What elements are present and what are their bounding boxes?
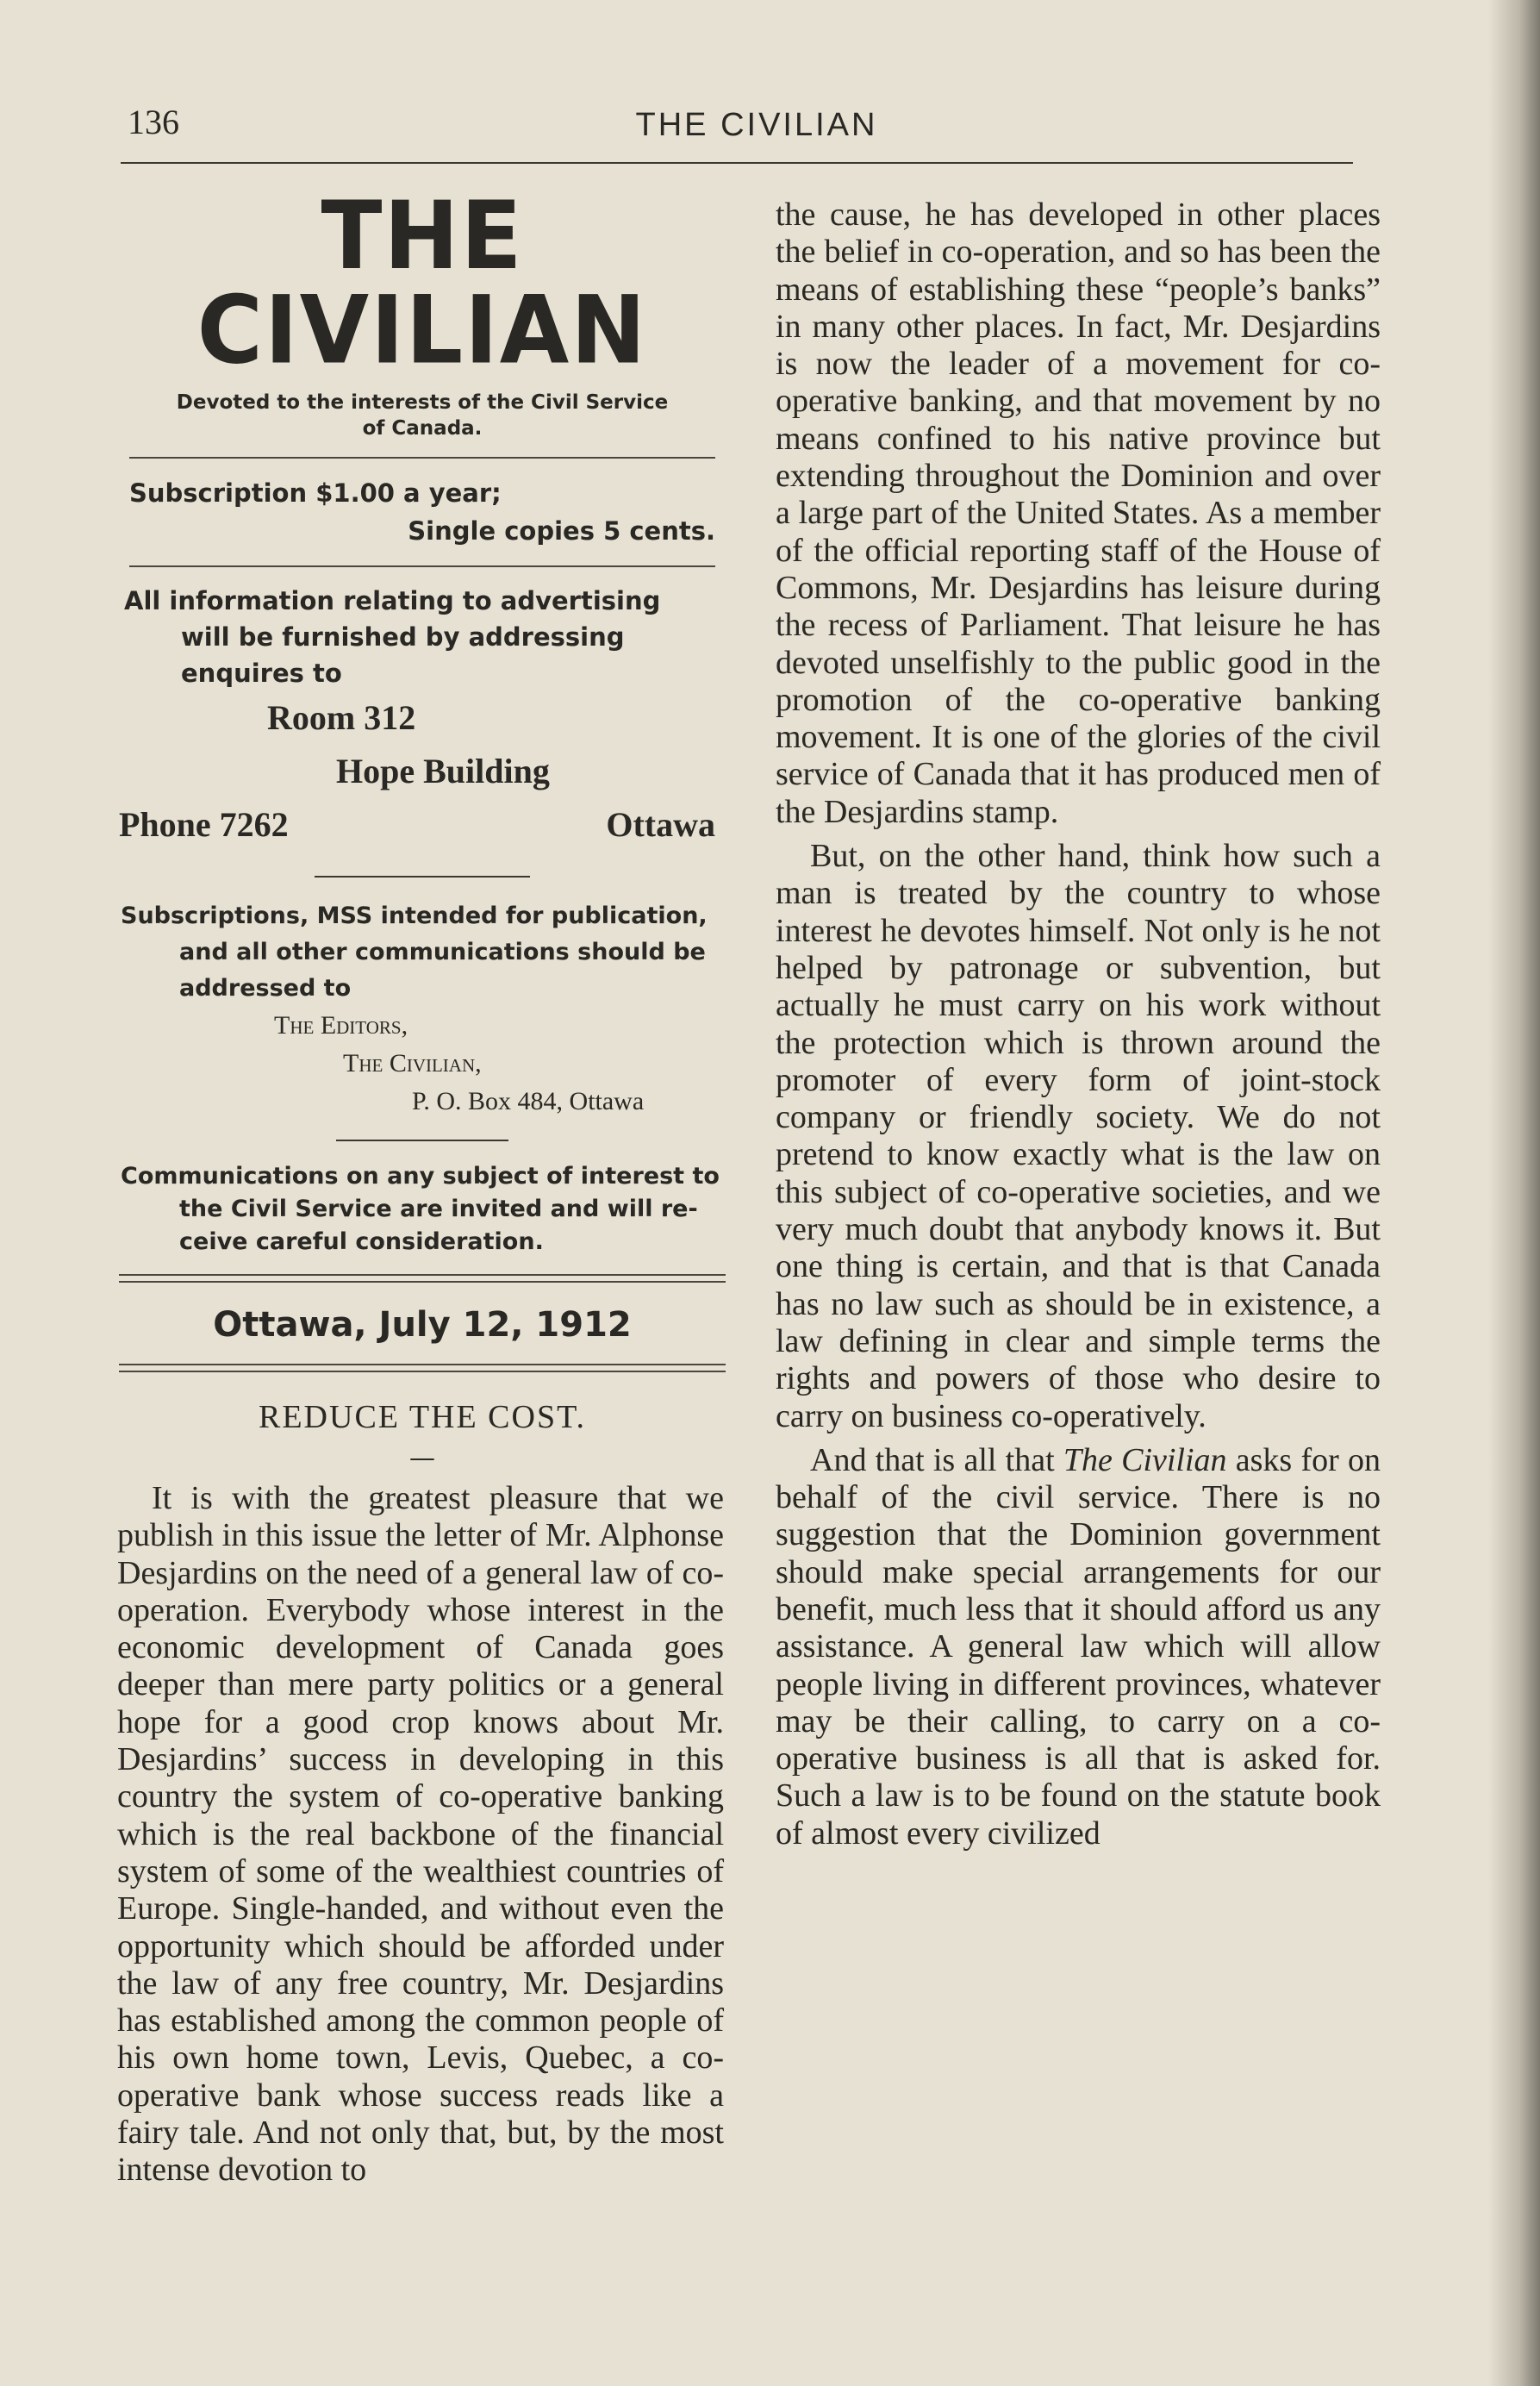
right-column <box>776 197 1381 1859</box>
running-title: THE CIVILIAN <box>635 107 878 143</box>
running-head <box>128 102 1369 153</box>
page-number: 136 <box>128 103 179 141</box>
subscription-info: Subscription $1.00 a year; Single copies 5 cents. <box>129 478 715 546</box>
office-address: Room 312 Hope Building Phone 7262 Ottawa <box>112 691 733 852</box>
title-dash: — <box>409 1443 435 1473</box>
page-edge-shadow <box>1488 0 1540 2386</box>
header-rule <box>121 162 1353 164</box>
advertising-info: All information relating to advertising will be furnished by addressing enquires to <box>124 586 661 688</box>
divider <box>315 876 530 878</box>
double-divider <box>119 1274 726 1283</box>
masthead-title: THE CIVILIAN <box>196 180 648 385</box>
divider <box>336 1140 508 1141</box>
publication-name: The Civilian <box>1063 1441 1227 1478</box>
editors-address: The Editors, The Civilian, P. O. Box 484, Ottawa <box>274 1011 645 1115</box>
divider <box>129 457 715 459</box>
dateline: Ottawa, July 12, 1912 <box>213 1305 632 1345</box>
double-divider <box>119 1364 726 1372</box>
city: Ottawa <box>606 805 715 844</box>
submissions-info: Subscriptions, MSS intended for publication, and all other communications should be addressed to <box>121 903 708 1002</box>
article-paragraph: But, on the other hand, think how such a man is treated by the country to whose interest he devotes himself. Not only is he not helped by patronage or subvention, but actually he must carry on his work without the protection which is thrown around the promoter of every form of joint-stock company or friendly society. We do not pretend to know exactly what is the law on this subject of co-operative societies, and we very much doubt that anybody knows it. But one thing is certain, and that is that Canada has no law such as should be in existence, a law defining in clear and simple terms the rights and powers of those who desire to carry on business co-operatively. <box>776 838 1381 1434</box>
phone-number: Phone 7262 <box>119 805 289 844</box>
article-paragraph: It is with the greatest pleasure that we publish in this issue the letter of Mr. Alphonse Desjardins on the need of a general law of co-operation. Everybody whose interest in the economic development of Canada goes deeper than mere party politics or a general hope for a good crop knows about Mr. Desjardins’ success in developing in this country the system of co-operative banking which is the real backbone of the financial system of some of the wealthiest countries of Europe. Single-handed, and without even the opportunity which should be afforded under the law of any free country, Mr. Desjardins has established among the common people of his own home town, Levis, Quebec, a co-operative bank whose success reads like a fairy tale. And not only that, but, by the most intense devotion to <box>117 1480 724 2189</box>
divider <box>129 565 715 567</box>
article-title: REDUCE THE COST. <box>259 1399 586 1435</box>
article-paragraph: the cause, he has developed in other places the belief in co-operation, and so has been the means of establishing these “people’s banks” in many other places. In fact, Mr. Desjardins is now the leader of a movement for co-operative banking, and that movement by no means confined to his native province but extending throughout the Dominion and over a large part of the United States. As a member of the official reporting staff of the House of Commons, Mr. Desjardins has leisure during the recess of Parliament. That leisure he has devoted unselfishly to the public good in the promotion of the co-operative banking movement. It is one of the glories of the civil service of Canada that it has produced men of the Desjardins stamp. <box>776 197 1381 830</box>
masthead-tagline: Devoted to the interests of the Civil Service of Canada. <box>176 391 669 440</box>
left-column <box>112 181 733 2189</box>
communications-note: Communications on any subject of interest to the Civil Service are invited and will re- ceive careful consideration. <box>121 1163 720 1255</box>
article-paragraph: And that is all that The Civilian asks for on behalf of the civil service. There is no suggestion that the Dominion government should make special arrangements for our benefit, much less that it should afford us any assistance. A general law which will allow people living in different provinces, whatever may be their calling, to carry on a co-operative business is all that is asked for. Such a law is to be found on the statute book of almost every civilized <box>776 1441 1381 1852</box>
